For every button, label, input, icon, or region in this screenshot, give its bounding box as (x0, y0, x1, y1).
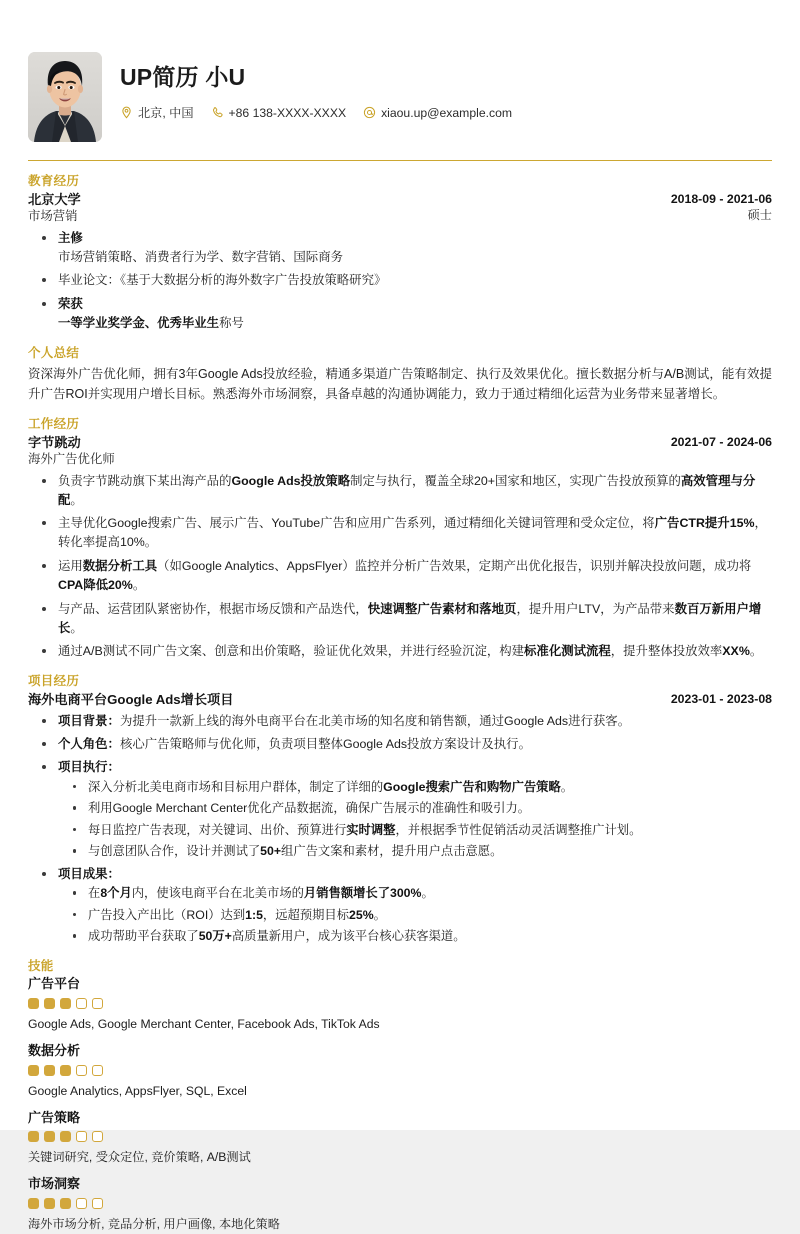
project-bullet-1-run-1: 核心广告策略师与优化师，负责项目整体Google Ads投放方案设计及执行。 (119, 737, 531, 752)
work-company: 字节跳动 (28, 434, 81, 450)
project-bullet-2-sub-2-run-1: 实时调整 (346, 822, 396, 837)
education-bullet-2-label: 荣获 (58, 297, 83, 312)
list-item (28, 271, 772, 290)
skill-group-name: 市场洞察 (28, 1176, 81, 1192)
list-item (28, 295, 772, 333)
skill-group-name: 广告平台 (28, 976, 81, 992)
project-bullet-3-run-0: 项目成果： (58, 866, 120, 881)
project-bullet-3-sub-2-run-2: 高质量新用户，成为该平台核心获客渠道。 (231, 929, 466, 944)
project-bullet-3-sub-2-run-1: 50万+ (198, 929, 232, 944)
work-bullet-4-run-3: XX% (722, 644, 750, 659)
header-divider (28, 160, 772, 161)
skill-group-items: 关键词研究, 受众定位, 竞价策略, A/B测试 (28, 1150, 251, 1165)
work-bullet-3-run-2: ，提升用户LTV，为产品带来 (516, 601, 675, 616)
list-item (58, 927, 772, 945)
skill-dot-empty (76, 998, 87, 1009)
project-entry-header (28, 691, 772, 708)
project-bullet-3-sub-1-run-4: 。 (373, 907, 386, 922)
project-bullet-list (28, 712, 772, 945)
list-item (28, 865, 772, 946)
skill-dot-filled (60, 1065, 71, 1076)
skill-level-rating (28, 998, 772, 1009)
project-bullet-2-sub-0-run-1: Google搜索广告和购物广告策略 (383, 779, 561, 794)
skill-dot-filled (60, 1198, 71, 1209)
list-item (28, 472, 772, 510)
list-item (28, 514, 772, 552)
work-bullet-2-run-4: 。 (132, 577, 146, 592)
project-bullet-3-sub-1-run-3: 25% (349, 907, 374, 922)
section-title-skills: 技能 (28, 958, 54, 973)
skill-level-rating (28, 1198, 772, 1209)
resume-header (28, 52, 772, 142)
list-item (58, 906, 772, 924)
project-bullet-3-sub-1-run-2: ，远超预期目标 (262, 907, 350, 922)
project-bullet-3-sub-0-run-4: 。 (421, 886, 434, 901)
project-bullet-2-sub-3-run-0: 与创意团队合作，设计并测试了 (88, 844, 261, 859)
list-item (28, 600, 772, 638)
work-bullet-0-run-4: 。 (70, 492, 83, 507)
education-bullet-1-label: 毕业论文： (58, 273, 120, 288)
contact-list (120, 104, 772, 121)
skill-dot-empty (76, 1065, 87, 1076)
avatar (28, 52, 102, 142)
contact-phone-value: +86 138-XXXX-XXXX (228, 105, 347, 120)
project-bullet-2-sub-3-run-1: 50+ (260, 844, 282, 859)
work-bullet-3-run-0: 与产品、运营团队紧密协作，根据市场反馈和产品迭代， (58, 601, 368, 616)
skill-dot-filled (28, 998, 39, 1009)
list-item (58, 842, 772, 860)
project-bullet-2-sub-1-run-0: 利用Google Merchant Center优化产品数据流，确保广告展示的准确性和吸引力。 (88, 801, 531, 816)
project-bullet-0-run-0: 项目背景： (58, 714, 120, 729)
list-item (28, 758, 772, 861)
summary-text: 资深海外广告优化师，拥有3年Google Ads投放经验，精通多渠道广告策略制定、执行及效果优化。擅长数据分析与A/B测试，能有效提升广告ROI并实现用户增长目标。熟悉海外市场洞察，具备卓越的沟通协调能力，致力于通过精细化运营为业务带来显著增长。 (28, 366, 772, 401)
education-major: 市场营销 (28, 209, 78, 224)
work-bullet-3-run-3: 数百万新用户增长 (58, 601, 762, 635)
project-sub-bullet-list (58, 778, 772, 861)
section-project-experience (28, 674, 772, 945)
work-bullet-1-run-2: ，转化率提高10%。 (58, 516, 767, 550)
project-bullet-2-sub-2-run-0: 每日监控广告表现，对关键词、出价、预算进行 (88, 822, 347, 837)
skill-group-3 (28, 1176, 772, 1234)
skill-dot-filled (28, 1065, 39, 1076)
list-item (58, 778, 772, 796)
education-bullet-list (28, 229, 772, 333)
section-education (28, 174, 772, 333)
education-bullet-1-detail: 《基于大数据分析的海外数字广告投放策略研究》 (119, 273, 387, 288)
project-bullet-3-sub-0-run-3: 月销售额增长了300% (303, 886, 422, 901)
skill-dot-empty (92, 1065, 103, 1076)
skill-dot-filled (28, 1131, 39, 1142)
skill-dot-filled (60, 1131, 71, 1142)
skill-dot-filled (44, 1131, 55, 1142)
skill-group-2 (28, 1110, 772, 1168)
project-bullet-0-run-1: 为提升一款新上线的海外电商平台在北美市场的知名度和销售额，通过Google Ads进行获客。 (119, 714, 631, 729)
project-bullet-3-sub-1-run-1: 1:5 (245, 907, 263, 922)
work-entry-header (28, 434, 772, 468)
skill-group-1 (28, 1043, 772, 1101)
work-bullet-4-run-1: 标准化测试流程 (524, 644, 611, 659)
project-bullet-3-sub-0-run-2: 内，使该电商平台在北美市场的 (131, 886, 304, 901)
work-dates: 2021-07 - 2024-06 (670, 434, 772, 449)
project-bullet-3-sub-2-run-0: 成功帮助平台获取了 (88, 929, 199, 944)
work-bullet-4-run-4: 。 (749, 644, 763, 659)
skill-dot-filled (28, 1198, 39, 1209)
education-degree: 硕士 (747, 207, 772, 222)
project-bullet-1-run-0: 个人角色： (58, 737, 120, 752)
list-item (58, 821, 772, 839)
list-item (28, 557, 772, 595)
work-bullet-0-run-2: 制定与执行，覆盖全球20+国家和地区，实现广告投放预算的 (350, 473, 681, 488)
email-at-icon (363, 106, 376, 119)
contact-location (120, 104, 194, 121)
skill-dot-filled (44, 1065, 55, 1076)
section-title-education: 教育经历 (28, 174, 80, 188)
project-bullet-3-sub-0-run-0: 在 (88, 886, 101, 901)
skill-dot-filled (44, 1198, 55, 1209)
section-title-work: 工作经历 (28, 417, 80, 431)
education-school: 北京大学 (28, 191, 81, 207)
contact-email-value: xiaou.up@example.com (381, 105, 513, 120)
contact-phone (211, 106, 347, 120)
work-bullet-list (28, 472, 772, 662)
project-bullet-2-sub-3-run-2: 组广告文案和素材，提升用户点击意愿。 (281, 844, 503, 859)
skill-group-list (28, 976, 772, 1233)
project-name: 海外电商平台Google Ads增长项目 (28, 691, 234, 707)
project-bullet-3-sub-0-run-1: 8个月 (100, 886, 132, 901)
skill-group-0 (28, 976, 772, 1034)
work-bullet-4-run-2: ，提升整体投放效率 (610, 644, 723, 659)
list-item (58, 799, 772, 817)
header-text-block (120, 52, 772, 121)
section-skills (28, 959, 772, 1234)
list-item (28, 229, 772, 267)
skill-dot-filled (60, 998, 71, 1009)
work-bullet-2-run-1: 数据分析工具 (82, 559, 158, 574)
education-dates: 2018-09 - 2021-06 (670, 191, 772, 206)
work-bullet-2-run-2: （如Google Analytics、AppsFlyer）监控并分析广告效果，定期产出优化报告，识别并解决投放问题，成功将 (157, 559, 752, 574)
skill-dot-empty (92, 998, 103, 1009)
project-bullet-2-run-0: 项目执行： (58, 759, 120, 774)
skill-dot-filled (44, 998, 55, 1009)
section-title-project: 项目经历 (28, 674, 80, 689)
education-entry-header (28, 191, 772, 225)
work-title: 海外广告优化师 (28, 452, 115, 467)
skill-group-name: 数据分析 (28, 1042, 81, 1058)
skill-dot-empty (92, 1131, 103, 1142)
location-pin-icon (120, 106, 133, 119)
section-title-summary: 个人总结 (28, 345, 80, 360)
work-bullet-1-run-0: 主导优化Google搜索广告、展示广告、YouTube广告和应用广告系列，通过精细化关键词管理和受众定位，将 (58, 516, 655, 531)
work-bullet-1-run-1: 广告CTR提升15% (654, 516, 755, 531)
contact-email (363, 106, 512, 120)
section-summary (28, 346, 772, 404)
education-bullet-2-detail-tail: 称号 (219, 316, 244, 331)
project-bullet-2-sub-0-run-0: 深入分析北美电商市场和目标用户群体，制定了详细的 (88, 779, 384, 794)
work-bullet-0-run-0: 负责字节跳动旗下某出海产品的 (58, 473, 232, 488)
project-bullet-3-sub-1-run-0: 广告投入产出比（ROI）达到 (88, 907, 246, 922)
project-dates: 2023-01 - 2023-08 (670, 691, 772, 706)
work-bullet-4-run-0: 通过A/B测试不同广告文案、创意和出价策略，验证优化效果，并进行经验沉淀，构建 (58, 644, 525, 659)
section-work-experience (28, 417, 772, 661)
skill-dot-empty (76, 1131, 87, 1142)
work-bullet-2-run-0: 运用 (58, 559, 83, 574)
project-bullet-2-sub-2-run-2: ，并根据季节性促销活动灵活调整推广计划。 (395, 822, 642, 837)
list-item (58, 884, 772, 902)
skill-dot-empty (76, 1198, 87, 1209)
phone-icon (211, 106, 224, 119)
education-bullet-0-label: 主修 (58, 230, 83, 245)
skill-group-items: 海外市场分析, 竞品分析, 用户画像, 本地化策略 (28, 1216, 280, 1231)
work-bullet-0-run-3: 高效管理与分配 (58, 473, 756, 507)
skill-dot-empty (92, 1198, 103, 1209)
work-bullet-3-run-4: 。 (70, 620, 83, 635)
skill-level-rating (28, 1131, 772, 1142)
candidate-name: UP简历 小U (120, 64, 246, 90)
skill-level-rating (28, 1065, 772, 1076)
education-bullet-2-detail-bold: 一等学业奖学金、优秀毕业生 (58, 316, 220, 331)
contact-location-value: 北京, 中国 (138, 106, 194, 121)
list-item (28, 712, 772, 731)
work-bullet-3-run-1: 快速调整广告素材和落地页 (367, 601, 517, 616)
work-bullet-2-run-3: CPA降低20% (58, 577, 133, 592)
work-bullet-0-run-1: Google Ads投放策略 (231, 473, 351, 488)
project-sub-bullet-list (58, 884, 772, 945)
skill-group-name: 广告策略 (28, 1109, 81, 1125)
skill-group-items: Google Analytics, AppsFlyer, SQL, Excel (28, 1083, 247, 1098)
list-item (28, 642, 772, 661)
education-bullet-0-detail: 市场营销策略、消费者行为学、数字营销、国际商务 (58, 249, 343, 264)
list-item (28, 735, 772, 754)
skill-group-items: Google Ads, Google Merchant Center, Facebook Ads, TikTok Ads (28, 1017, 380, 1032)
project-bullet-2-sub-0-run-2: 。 (560, 779, 574, 794)
